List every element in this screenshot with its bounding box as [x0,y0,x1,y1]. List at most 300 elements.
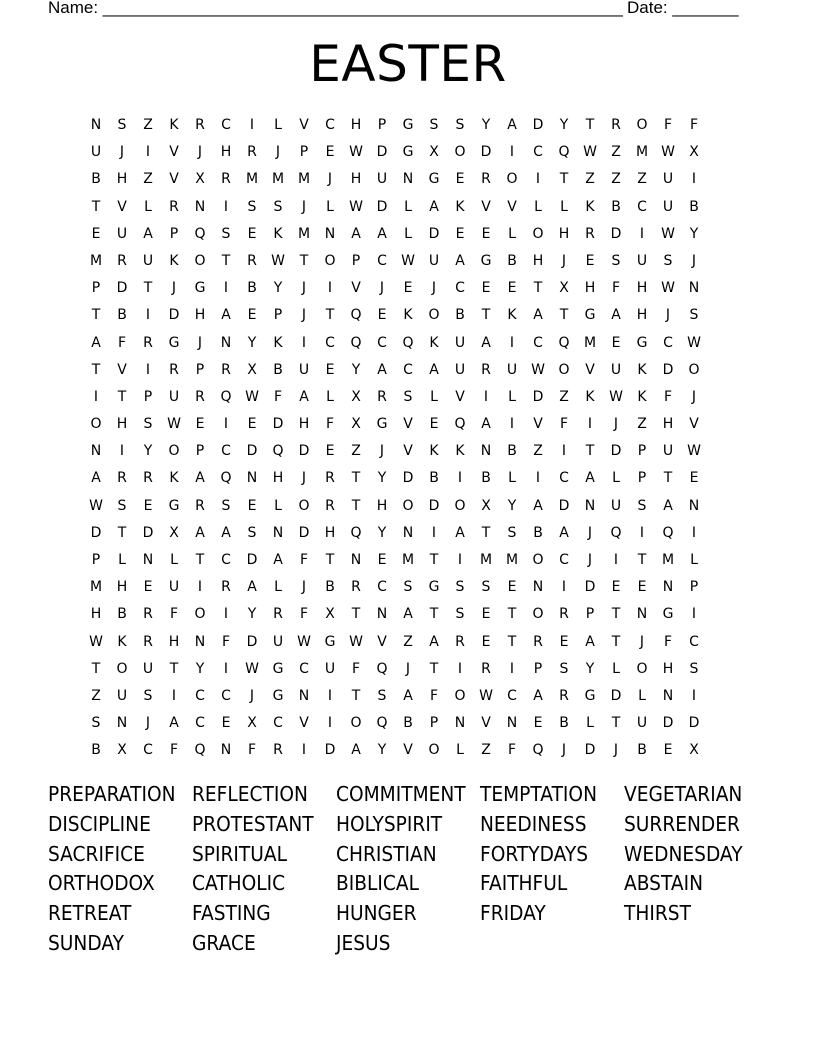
word-item: VEGETARIAN [624,782,743,806]
grid-letter: K [507,307,517,324]
word-row [48,840,768,870]
grid-letter: W [271,252,285,269]
grid-letter: R [221,171,231,188]
grid-letter: U [636,252,648,269]
grid-letter: I [93,388,99,405]
grid-letter: H [168,633,180,650]
grid-letter: I [431,524,437,541]
grid-letter: I [509,416,515,433]
grid-letter: X [247,361,257,378]
grid-letter: R [351,579,361,596]
grid-letter: H [376,497,388,514]
grid-letter: K [585,388,595,405]
grid-letter: T [429,606,439,623]
grid-letter: C [195,715,205,732]
grid-letter: U [454,334,466,351]
grid-letter: I [223,606,229,623]
grid-letter: A [455,252,465,269]
grid-letter: W [609,388,623,405]
word-item: DISCIPLINE [48,811,151,836]
grid-letter: P [91,552,101,568]
grid-letter: U [662,171,674,188]
grid-letter: G [272,687,284,704]
grid-letter: A [91,470,101,487]
grid-letter: I [509,660,515,677]
grid-letter: V [481,715,491,732]
word-item: THIRST [624,901,691,926]
grid-row [83,194,733,221]
grid-letter: E [637,579,647,596]
grid-letter: I [691,524,697,541]
grid-letter: E [585,252,595,269]
grid-letter: J [301,470,307,487]
grid-letter: A [663,497,673,514]
grid-letter: D [532,388,544,405]
grid-letter: E [559,633,569,650]
grid-letter: V [403,443,413,460]
grid-letter: U [272,633,284,650]
grid-letter: H [272,470,284,487]
grid-letter: Q [402,334,414,351]
grid-letter: G [428,579,440,596]
grid-letter: N [636,606,648,623]
word-row [48,869,768,899]
grid-letter: Z [533,443,543,460]
grid-letter: W [531,361,545,378]
grid-letter: G [662,606,674,623]
grid-letter: F [559,416,569,433]
grid-letter: J [171,280,177,297]
grid-letter: S [663,252,673,269]
grid-letter: R [481,361,491,378]
grid-letter: H [90,606,102,623]
grid-letter: F [663,388,673,405]
grid-letter: S [689,660,699,677]
grid-letter: J [587,524,593,541]
grid-letter: K [637,361,647,378]
grid-letter: Y [481,117,491,133]
grid-letter: T [169,660,179,677]
grid-row [83,330,733,357]
grid-letter: C [377,334,387,351]
grid-letter: L [638,687,646,704]
grid-letter: A [195,524,205,541]
grid-letter: C [403,361,413,378]
grid-letter: U [324,660,336,677]
grid-letter: T [325,307,335,324]
grid-letter: V [299,715,309,732]
grid-letter: I [145,361,151,378]
grid-letter: M [271,171,285,188]
grid-letter: E [481,225,491,242]
grid-letter: L [508,470,516,487]
grid-letter: A [533,307,543,324]
grid-letter: B [481,470,491,487]
grid-letter: S [429,117,439,133]
grid-letter: I [457,470,463,487]
grid-letter: B [325,579,335,596]
grid-letter: M [635,144,649,161]
grid-letter: U [168,579,180,596]
grid-letter: D [298,443,310,460]
word-item: RETREAT [48,901,132,926]
grid-letter: N [298,687,310,704]
word-item: HUNGER [336,901,417,926]
word-item: HOLYSPIRIT [336,811,443,836]
grid-letter: T [481,524,491,541]
grid-letter: L [456,742,464,759]
grid-letter: D [376,144,388,161]
grid-letter: W [479,687,493,704]
grid-row [83,656,733,683]
grid-letter: X [689,742,699,759]
grid-letter: M [661,552,675,568]
grid-letter: L [274,497,282,514]
grid-letter: P [637,470,647,487]
grid-letter: U [610,497,622,514]
grid-letter: O [168,443,180,460]
grid-letter: M [89,252,103,269]
grid-letter: Y [559,117,569,133]
grid-letter: K [429,443,439,460]
grid-letter: D [610,687,622,704]
grid-letter: I [639,524,645,541]
grid-letter: Q [610,524,622,541]
grid-letter: J [275,144,281,161]
grid-row [83,166,733,193]
grid-letter: S [117,117,127,133]
grid-letter: R [559,606,569,623]
grid-letter: B [247,280,257,297]
grid-letter: N [324,225,336,242]
grid-letter: Y [351,361,361,378]
grid-letter: A [351,225,361,242]
grid-letter: S [559,660,569,677]
grid-letter: V [377,633,387,650]
grid-letter: G [168,334,180,351]
grid-row [83,112,733,139]
grid-letter: B [689,198,699,215]
grid-letter: X [195,171,205,188]
grid-letter: S [377,687,387,704]
grid-letter: H [636,280,648,297]
letter-grid [83,112,733,765]
grid-letter: J [431,280,437,297]
grid-row [83,139,733,166]
grid-letter: R [195,117,205,133]
grid-letter: E [533,715,543,732]
grid-letter: C [663,334,673,351]
grid-letter: F [663,117,673,133]
grid-letter: W [297,633,311,650]
grid-letter: L [534,198,542,215]
grid-letter: R [117,252,127,269]
grid-letter: Z [637,171,647,188]
grid-letter: A [273,552,283,568]
grid-letter: I [535,171,541,188]
grid-row [83,710,733,737]
grid-letter: W [349,198,363,215]
grid-letter: D [246,443,258,460]
grid-letter: L [690,552,698,568]
grid-letter: M [297,225,311,242]
grid-letter: W [687,334,701,351]
grid-letter: R [273,742,283,759]
grid-letter: G [272,660,284,677]
grid-letter: N [194,633,206,650]
grid-letter: P [351,252,361,269]
grid-letter: I [327,687,333,704]
grid-letter: L [404,225,412,242]
grid-letter: W [401,252,415,269]
grid-letter: P [169,225,179,242]
grid-letter: L [118,552,126,568]
grid-letter: L [144,198,152,215]
grid-letter: G [584,687,596,704]
grid-letter: W [661,144,675,161]
word-item: BIBLICAL [336,871,419,896]
grid-letter: T [351,687,361,704]
grid-letter: S [403,579,413,596]
word-item: FASTING [192,901,271,926]
grid-letter: Z [351,443,361,460]
grid-letter: S [247,198,257,215]
grid-letter: B [507,443,517,460]
grid-row [83,438,733,465]
grid-letter: U [298,361,310,378]
grid-letter: F [351,660,361,677]
grid-letter: E [507,579,517,596]
grid-letter: J [561,252,567,269]
grid-letter: D [584,579,596,596]
grid-letter: T [507,606,517,623]
grid-letter: F [117,334,127,351]
grid-letter: D [480,144,492,161]
grid-letter: D [558,497,570,514]
grid-letter: G [402,144,414,161]
grid-letter: H [194,307,206,324]
grid-letter: T [117,524,127,541]
word-item: PREPARATION [48,782,176,806]
grid-row [83,248,733,275]
grid-letter: E [377,307,387,324]
grid-row [83,683,733,710]
grid-letter: A [507,117,517,133]
grid-letter: Z [403,633,413,650]
grid-letter: F [169,606,179,623]
grid-letter: O [636,117,648,133]
grid-letter: Q [558,144,570,161]
grid-letter: I [509,144,515,161]
word-item: ORTHODOX [48,871,155,896]
grid-letter: O [116,660,128,677]
grid-letter: I [119,443,125,460]
grid-letter: G [428,171,440,188]
grid-letter: Y [507,497,517,514]
grid-letter: E [481,280,491,297]
grid-letter: P [143,388,153,405]
grid-letter: S [481,579,491,596]
grid-letter: E [325,361,335,378]
word-item: SACRIFICE [48,841,145,866]
grid-letter: C [221,552,231,568]
grid-letter: B [117,606,127,623]
grid-letter: C [143,742,153,759]
grid-letter: R [221,361,231,378]
grid-letter: K [273,334,283,351]
grid-letter: C [507,687,517,704]
grid-letter: I [691,687,697,704]
grid-letter: I [457,552,463,568]
word-item: FRIDAY [480,901,546,926]
grid-letter: E [507,280,517,297]
grid-letter: Q [220,470,232,487]
grid-letter: A [403,687,413,704]
grid-letter: U [506,361,518,378]
grid-letter: J [119,144,125,161]
grid-letter: J [197,144,203,161]
grid-letter: X [325,606,335,623]
grid-letter: D [532,117,544,133]
grid-letter: E [663,742,673,759]
grid-letter: V [117,198,127,215]
grid-letter: A [429,633,439,650]
grid-letter: T [351,497,361,514]
word-item: SURRENDER [624,811,740,836]
grid-letter: T [91,198,101,215]
grid-letter: A [143,225,153,242]
grid-letter: J [327,171,333,188]
grid-letter: D [246,552,258,568]
grid-letter: T [559,171,569,188]
grid-letter: S [117,497,127,514]
grid-letter: H [662,660,674,677]
grid-letter: E [247,225,257,242]
grid-letter: I [561,443,567,460]
grid-letter: N [220,334,232,351]
grid-row [83,302,733,329]
grid-letter: G [402,117,414,133]
grid-letter: L [612,470,620,487]
grid-letter: T [325,552,335,568]
grid-letter: H [558,225,570,242]
grid-letter: N [662,687,674,704]
grid-letter: K [169,117,179,133]
grid-letter: O [636,660,648,677]
grid-letter: D [688,715,700,732]
grid-letter: V [299,117,309,133]
word-row [48,780,768,810]
grid-letter: P [585,606,595,623]
grid-letter: Z [559,388,569,405]
grid-letter: Q [454,416,466,433]
grid-letter: X [169,524,179,541]
grid-letter: H [532,252,544,269]
grid-row [83,547,733,574]
grid-letter: N [194,198,206,215]
grid-letter: T [221,252,231,269]
grid-letter: A [377,225,387,242]
grid-letter: E [221,715,231,732]
grid-letter: G [636,334,648,351]
grid-letter: G [194,280,206,297]
grid-letter: R [247,144,257,161]
grid-letter: V [403,416,413,433]
grid-letter: Q [662,524,674,541]
grid-letter: F [611,280,621,297]
grid-letter: Y [143,443,153,460]
grid-letter: R [325,470,335,487]
grid-letter: S [455,117,465,133]
name-field-label: Name: _______________________________________________________ [48,0,623,17]
grid-letter: W [89,633,103,650]
grid-letter: U [662,198,674,215]
grid-letter: W [245,388,259,405]
grid-letter: E [455,171,465,188]
grid-letter: J [613,742,619,759]
grid-letter: R [221,579,231,596]
grid-letter: U [142,252,154,269]
grid-letter: C [195,687,205,704]
grid-letter: Z [143,171,153,188]
grid-letter: V [169,171,179,188]
grid-letter: J [379,443,385,460]
grid-letter: W [583,144,597,161]
grid-letter: S [247,524,257,541]
grid-letter: T [351,606,361,623]
grid-letter: T [91,660,101,677]
grid-letter: Y [195,660,205,677]
grid-letter: O [532,225,544,242]
grid-letter: S [455,579,465,596]
grid-letter: D [610,443,622,460]
grid-letter: L [404,198,412,215]
grid-letter: A [611,307,621,324]
grid-letter: P [533,660,543,677]
grid-letter: A [299,388,309,405]
grid-letter: I [145,144,151,161]
grid-letter: N [688,497,700,514]
grid-letter: E [247,497,257,514]
grid-letter: P [273,307,283,324]
grid-letter: N [90,117,102,133]
grid-letter: J [301,280,307,297]
grid-letter: N [480,443,492,460]
grid-letter: Q [532,742,544,759]
grid-letter: O [324,252,336,269]
grid-letter: H [636,307,648,324]
grid-letter: T [195,552,205,568]
grid-letter: E [403,280,413,297]
grid-letter: R [195,497,205,514]
grid-letter: I [561,579,567,596]
grid-letter: T [143,280,153,297]
word-item: COMMITMENT [336,782,466,806]
grid-letter: A [351,742,361,759]
grid-letter: I [145,307,151,324]
grid-letter: A [481,334,491,351]
grid-letter: B [91,742,101,759]
word-item: CATHOLIC [192,871,286,896]
grid-letter: E [481,606,491,623]
grid-letter: L [612,660,620,677]
grid-letter: M [89,579,103,596]
grid-letter: L [274,117,282,133]
grid-letter: I [223,198,229,215]
grid-letter: C [221,117,231,133]
grid-letter: R [169,361,179,378]
word-item: CHRISTIAN [336,841,437,866]
